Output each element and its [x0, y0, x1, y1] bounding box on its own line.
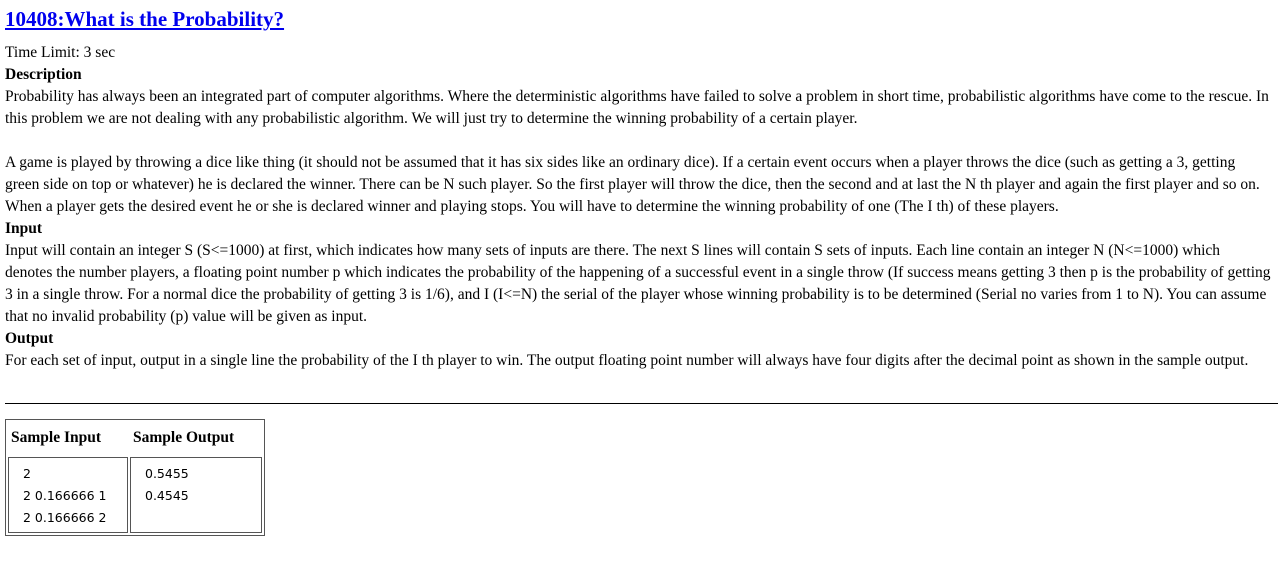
problem-title-link[interactable]: 10408:What is the Probability? [5, 7, 285, 31]
sample-output-header: Sample Output [133, 429, 235, 446]
description-paragraph-2: A game is played by throwing a dice like thing (it should not be assumed that it has six sides like an ordinary dice). If a certain event occurs when a player throws the dice (such as getting a 3, getting green side on top or whatever) he is declared the winner. There can be N such player. So the first player will throw the dice, then the second and at last the N th player and again the first player and so on. When a player gets the desired event he or she is declared winner and playing stops. You will have to determine the winning probability of one (The I th) of these players. [5, 154, 1260, 215]
description-heading: Description [5, 66, 82, 83]
sample-input-cell [8, 457, 128, 533]
sample-output-line: 0.5455 [145, 466, 189, 481]
input-heading: Input [5, 220, 43, 237]
section-spacer [5, 372, 1271, 403]
output-description: For each set of input, output in a single line the probability of the I th player to win. The output floating point number will always have four digits after the decimal point as shown in the sample output. [5, 352, 1249, 369]
sample-table [5, 419, 265, 536]
sample-input-line: 2 0.166666 2 [23, 510, 107, 525]
paragraph-spacer [5, 130, 1271, 152]
sample-output-line: 0.4545 [145, 488, 189, 503]
sample-input-line: 2 0.166666 1 [23, 488, 107, 503]
sample-input-line: 2 [23, 466, 31, 481]
horizontal-divider [5, 403, 1278, 404]
sample-output-cell [130, 457, 262, 533]
sample-input-header: Sample Input [11, 429, 102, 446]
description-paragraph-1: Probability has always been an integrated part of computer algorithms. Where the deterministic algorithms have failed to solve a problem in short time, probabilistic algorithms have come to the rescue. In this problem we are not dealing with any probabilistic algorithm. We will just try to determine the winning probability of a certain player. [5, 88, 1269, 127]
problem-page [5, 6, 1271, 536]
input-description: Input will contain an integer S (S<=1000) at first, which indicates how many sets of inputs are there. The next S lines will contain S sets of inputs. Each line contain an integer N (N<=1000) which denotes the number players, a floating point number p which indicates the probability of the happening of a successful event in a single throw (If success means getting 3 then p is the probability of getting 3 in a single throw. For a normal dice the probability of getting 3 is 1/6), and I (I<=N) the serial of the player whose winning probability is to be determined (Serial no varies from 1 to N). You can assume that no invalid probability (p) value will be given as input. [5, 242, 1271, 325]
output-heading: Output [5, 330, 54, 347]
time-limit: Time Limit: 3 sec [5, 44, 116, 61]
